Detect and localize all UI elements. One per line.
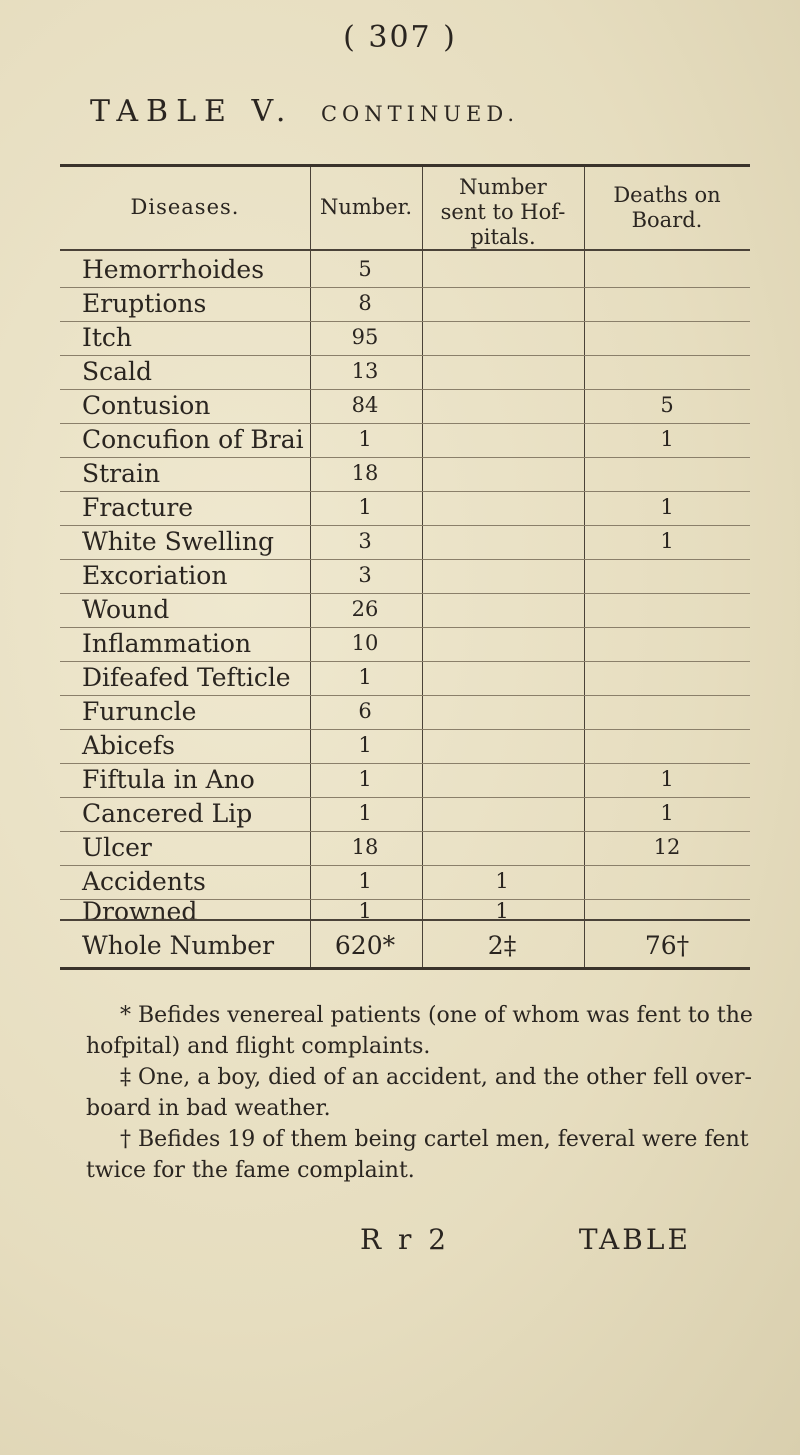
- table-title: TABLE V.: [90, 94, 294, 129]
- deaths-cell: 5: [660, 393, 674, 417]
- column-header-sent-to-hospitals: [422, 175, 584, 250]
- number-cell: 13: [351, 359, 379, 383]
- deaths-cell: 1: [660, 529, 674, 553]
- disease-cell: Eruptions: [82, 289, 207, 318]
- table-row: [60, 355, 750, 390]
- number-cell: 1: [358, 733, 372, 757]
- number-cell: 1: [358, 495, 372, 519]
- number-cell: 1: [358, 767, 372, 791]
- disease-cell: Inflammation: [82, 629, 252, 658]
- table-row: [60, 593, 750, 628]
- disease-cell: Cancered Lip: [82, 799, 253, 828]
- table-row: [60, 627, 750, 662]
- table-row: [60, 797, 750, 832]
- table-row: [60, 287, 750, 322]
- table-row: [60, 661, 750, 696]
- total-label: Whole Number: [82, 931, 275, 960]
- number-cell: 1: [358, 801, 372, 825]
- page-footer: [360, 1223, 760, 1256]
- table-row: [60, 559, 750, 594]
- disease-cell: Wound: [82, 595, 170, 624]
- number-cell: 18: [351, 835, 379, 859]
- number-cell: 8: [358, 291, 372, 315]
- number-cell: 84: [351, 393, 379, 417]
- column-header-number: Number.: [319, 195, 413, 219]
- disease-cell: Scald: [82, 357, 153, 386]
- hospitals-cell: 1: [495, 869, 509, 893]
- number-cell: 6: [358, 699, 372, 723]
- table-row: [60, 525, 750, 560]
- disease-cell: Fiftula in Ano: [82, 765, 255, 794]
- column-header-deaths-on-board: [584, 183, 750, 233]
- table-row: [60, 423, 750, 458]
- number-cell: 1: [358, 869, 372, 893]
- header-line: Deaths on: [613, 183, 721, 207]
- table-row: [60, 763, 750, 798]
- disease-cell: Fracture: [82, 493, 194, 522]
- table-row: [60, 321, 750, 356]
- column-header-diseases: Diseases.: [130, 195, 240, 219]
- page-number: ( 307 ): [343, 20, 457, 55]
- disease-cell: Furuncle: [82, 697, 197, 726]
- header-divider: [60, 249, 750, 251]
- table-row: [60, 389, 750, 424]
- table-row: [60, 831, 750, 866]
- table-row: [60, 695, 750, 730]
- disease-cell: Strain: [82, 459, 161, 488]
- signature-mark: R r 2: [360, 1223, 451, 1256]
- disease-cell: Ulcer: [82, 833, 152, 862]
- disease-cell: Difeafed Tefticle: [82, 663, 291, 692]
- header-line: sent to Hof-: [440, 200, 566, 224]
- footnote-dagger: † Befides 19 of them being cartel men, feveral were fent twice for the fame complaint.: [86, 1127, 749, 1183]
- disease-cell: Hemorrhoides: [82, 255, 265, 284]
- number-cell: 3: [358, 529, 372, 553]
- disease-cell: Itch: [82, 323, 133, 352]
- footnotes: [86, 1000, 766, 1186]
- deaths-cell: 1: [660, 495, 674, 519]
- total-hospitals: 2‡: [487, 931, 517, 960]
- header-line: Number: [459, 175, 547, 199]
- total-row: [60, 919, 750, 965]
- number-cell: 10: [351, 631, 379, 655]
- deaths-cell: 1: [660, 801, 674, 825]
- number-cell: 3: [358, 563, 372, 587]
- deaths-cell: 1: [660, 427, 674, 451]
- number-cell: 1: [358, 665, 372, 689]
- number-cell: 1: [358, 427, 372, 451]
- disease-cell: Drowned: [82, 897, 198, 926]
- header-line: pitals.: [470, 225, 536, 249]
- number-cell: 26: [351, 597, 379, 621]
- table-heading: [90, 94, 519, 129]
- disease-cell: Accidents: [82, 867, 206, 896]
- table-row: [60, 491, 750, 526]
- disease-cell: Contusion: [82, 391, 211, 420]
- disease-cell: Excoriation: [82, 561, 228, 590]
- number-cell: 1: [358, 899, 372, 923]
- disease-cell: White Swelling: [82, 527, 274, 556]
- diseases-table: [60, 164, 750, 970]
- table-row: [60, 253, 750, 288]
- total-deaths: 76†: [644, 931, 690, 960]
- deaths-cell: 1: [660, 767, 674, 791]
- table-row: [60, 885, 750, 926]
- disease-cell: Concufion of Brai: [82, 425, 304, 454]
- footnote-asterisk: * Befides venereal patients (one of whom was fent to the hofpital) and flight complaints.: [86, 1003, 753, 1059]
- table-row: [60, 729, 750, 764]
- hospitals-cell: 1: [495, 899, 509, 923]
- number-cell: 5: [358, 257, 372, 281]
- disease-cell: Abicefs: [82, 731, 175, 760]
- number-cell: 95: [351, 325, 379, 349]
- footnote-double-dagger: ‡ One, a boy, died of an accident, and the other fell over-board in bad weather.: [86, 1065, 752, 1121]
- table-continued-label: CONTINUED.: [320, 102, 520, 126]
- catchword: TABLE: [578, 1223, 691, 1256]
- table-row: [60, 457, 750, 492]
- header-line: Board.: [631, 208, 703, 232]
- deaths-cell: 12: [653, 835, 681, 859]
- number-cell: 18: [351, 461, 379, 485]
- total-number: 620*: [334, 931, 396, 960]
